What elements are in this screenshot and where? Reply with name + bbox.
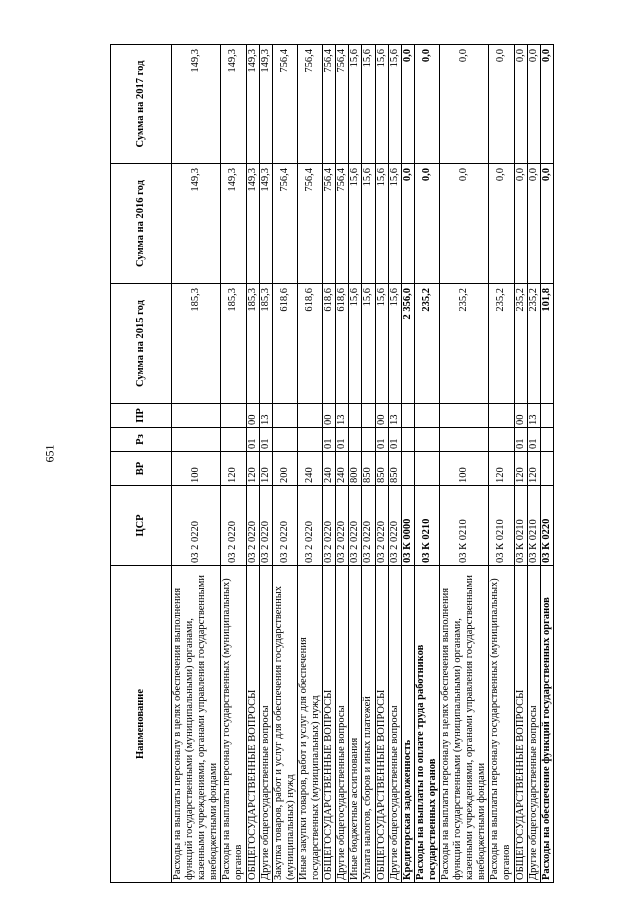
rz-cell — [489, 428, 514, 452]
sum-2015-cell: 235,2 — [489, 284, 514, 404]
sum-2016-cell: 756,4 — [272, 164, 297, 284]
header-sum-2016: Сумма на 2016 год — [111, 164, 172, 284]
pr-cell: 00 — [375, 404, 388, 428]
header-row — [111, 45, 172, 883]
table-row — [388, 45, 401, 883]
sum-2016-cell: 0,0 — [527, 164, 540, 284]
pr-cell: 00 — [323, 404, 336, 428]
header-name: Наименование — [111, 566, 172, 883]
sum-2016-cell: 0,0 — [439, 164, 488, 284]
sum-2017-cell: 15,6 — [388, 45, 401, 164]
vr-cell: 100 — [172, 452, 221, 486]
header-csr: ЦСР — [111, 486, 172, 566]
vr-cell: 800 — [349, 452, 362, 486]
sum-2017-cell: 15,6 — [362, 45, 375, 164]
name-cell: Расходы на выплаты персоналу государственных (муниципальных) органов — [489, 566, 514, 883]
pr-cell: 00 — [246, 404, 259, 428]
csr-cell: 03 2 0220 — [259, 486, 272, 566]
sum-2017-cell: 149,3 — [259, 45, 272, 164]
rz-cell — [172, 428, 221, 452]
sum-2016-cell: 149,3 — [172, 164, 221, 284]
name-cell: Закупка товаров, работ и услуг для обеспечения государственных (муниципальных) нужд — [272, 566, 297, 883]
csr-cell: 03 2 0220 — [375, 486, 388, 566]
pr-cell — [221, 404, 246, 428]
sum-2017-cell: 756,4 — [336, 45, 349, 164]
vr-cell: 100 — [439, 452, 488, 486]
pr-cell — [540, 404, 553, 428]
rz-cell — [221, 428, 246, 452]
table-row — [297, 45, 322, 883]
sum-2017-cell: 149,3 — [246, 45, 259, 164]
sum-2017-cell: 149,3 — [221, 45, 246, 164]
table-body — [172, 45, 554, 883]
vr-cell: 120 — [246, 452, 259, 486]
sum-2017-cell: 756,4 — [297, 45, 322, 164]
name-cell: ОБЩЕГОСУДАРСТВЕННЫЕ ВОПРОСЫ — [514, 566, 527, 883]
table-row — [489, 45, 514, 883]
sum-2017-cell: 0,0 — [540, 45, 553, 164]
rz-cell — [401, 428, 414, 452]
table-row — [349, 45, 362, 883]
rz-cell — [272, 428, 297, 452]
table-row — [362, 45, 375, 883]
sum-2016-cell: 15,6 — [349, 164, 362, 284]
name-cell: Другие общегосударственные вопросы — [336, 566, 349, 883]
sum-2015-cell: 235,2 — [439, 284, 488, 404]
sum-2017-cell: 756,4 — [272, 45, 297, 164]
sum-2017-cell: 756,4 — [323, 45, 336, 164]
sum-2017-cell: 0,0 — [489, 45, 514, 164]
csr-cell: 03 К 0210 — [414, 486, 439, 566]
pr-cell — [362, 404, 375, 428]
header-pr: ПР — [111, 404, 172, 428]
sum-2016-cell: 149,3 — [246, 164, 259, 284]
rz-cell: 01 — [336, 428, 349, 452]
sum-2015-cell: 15,6 — [388, 284, 401, 404]
sum-2016-cell: 0,0 — [489, 164, 514, 284]
sum-2017-cell: 15,6 — [349, 45, 362, 164]
rz-cell — [362, 428, 375, 452]
sum-2015-cell: 235,2 — [527, 284, 540, 404]
table-row — [401, 45, 414, 883]
rz-cell — [439, 428, 488, 452]
vr-cell — [401, 452, 414, 486]
table-row — [540, 45, 553, 883]
table-row — [439, 45, 488, 883]
vr-cell: 120 — [527, 452, 540, 486]
pr-cell — [172, 404, 221, 428]
table-row — [221, 45, 246, 883]
sum-2016-cell: 756,4 — [336, 164, 349, 284]
vr-cell: 120 — [221, 452, 246, 486]
csr-cell: 03 2 0220 — [323, 486, 336, 566]
sum-2016-cell: 0,0 — [401, 164, 414, 284]
rz-cell — [297, 428, 322, 452]
vr-cell: 240 — [297, 452, 322, 486]
name-cell: Иные закупки товаров, работ и услуг для обеспечения государственных (муниципальных) нужд — [297, 566, 322, 883]
table-row — [414, 45, 439, 883]
csr-cell: 03 2 0220 — [349, 486, 362, 566]
sum-2016-cell: 756,4 — [323, 164, 336, 284]
pr-cell — [401, 404, 414, 428]
sum-2017-cell: 0,0 — [439, 45, 488, 164]
name-cell: ОБЩЕГОСУДАРСТВЕННЫЕ ВОПРОСЫ — [323, 566, 336, 883]
table-row — [246, 45, 259, 883]
vr-cell — [414, 452, 439, 486]
sum-2015-cell: 15,6 — [349, 284, 362, 404]
rz-cell: 01 — [323, 428, 336, 452]
sum-2016-cell: 15,6 — [388, 164, 401, 284]
vr-cell: 240 — [323, 452, 336, 486]
csr-cell: 03 К 0210 — [439, 486, 488, 566]
pr-cell: 00 — [514, 404, 527, 428]
sum-2016-cell: 15,6 — [362, 164, 375, 284]
sum-2015-cell: 618,6 — [336, 284, 349, 404]
sum-2015-cell: 15,6 — [375, 284, 388, 404]
header-vr: ВР — [111, 452, 172, 486]
csr-cell: 03 2 0220 — [221, 486, 246, 566]
rz-cell — [414, 428, 439, 452]
sum-2015-cell: 101,8 — [540, 284, 553, 404]
name-cell: ОБЩЕГОСУДАРСТВЕННЫЕ ВОПРОСЫ — [246, 566, 259, 883]
sum-2017-cell: 0,0 — [514, 45, 527, 164]
sum-2015-cell: 15,6 — [362, 284, 375, 404]
sum-2015-cell: 618,6 — [272, 284, 297, 404]
table-row — [527, 45, 540, 883]
sum-2017-cell: 15,6 — [375, 45, 388, 164]
sum-2016-cell: 15,6 — [375, 164, 388, 284]
pr-cell — [297, 404, 322, 428]
csr-cell: 03 2 0220 — [297, 486, 322, 566]
rz-cell: 01 — [527, 428, 540, 452]
sum-2016-cell: 149,3 — [221, 164, 246, 284]
name-cell: Другие общегосударственные вопросы — [388, 566, 401, 883]
pr-cell: 13 — [259, 404, 272, 428]
table-row — [323, 45, 336, 883]
csr-cell: 03 2 0220 — [388, 486, 401, 566]
page-number: 651 — [42, 444, 57, 463]
sum-2017-cell: 149,3 — [172, 45, 221, 164]
pr-cell — [272, 404, 297, 428]
name-cell: Расходы на выплаты персоналу государственных (муниципальных) органов — [221, 566, 246, 883]
vr-cell: 120 — [489, 452, 514, 486]
name-cell: Кредиторская задолженность — [401, 566, 414, 883]
sum-2016-cell: 0,0 — [540, 164, 553, 284]
sum-2015-cell: 2 356,0 — [401, 284, 414, 404]
rz-cell — [540, 428, 553, 452]
sum-2015-cell: 618,6 — [323, 284, 336, 404]
rz-cell: 01 — [259, 428, 272, 452]
name-cell: Другие общегосударственные вопросы — [527, 566, 540, 883]
pr-cell: 13 — [388, 404, 401, 428]
rz-cell — [349, 428, 362, 452]
sum-2015-cell: 235,2 — [414, 284, 439, 404]
vr-cell: 200 — [272, 452, 297, 486]
pr-cell: 13 — [336, 404, 349, 428]
sum-2015-cell: 618,6 — [297, 284, 322, 404]
vr-cell: 850 — [375, 452, 388, 486]
sum-2017-cell: 0,0 — [401, 45, 414, 164]
rz-cell: 01 — [514, 428, 527, 452]
vr-cell: 240 — [336, 452, 349, 486]
vr-cell: 120 — [259, 452, 272, 486]
sum-2016-cell: 0,0 — [414, 164, 439, 284]
name-cell: Расходы на выплаты персоналу в целях обеспечения выполнения функций государственными (муниципальными) органами, казенными учреждениями, органами управления государственными внебюджетными фондами — [439, 566, 488, 883]
vr-cell — [540, 452, 553, 486]
sum-2016-cell: 149,3 — [259, 164, 272, 284]
rz-cell: 01 — [375, 428, 388, 452]
csr-cell: 03 2 0220 — [362, 486, 375, 566]
pr-cell: 13 — [527, 404, 540, 428]
csr-cell: 03 2 0220 — [272, 486, 297, 566]
name-cell: Расходы на выплаты персоналу в целях обеспечения выполнения функций государственными (муниципальными) органами, казенными учреждениями, органами управления государственными внебюджетными фондами — [172, 566, 221, 883]
name-cell: Расходы на обеспечение функций государственных органов — [540, 566, 553, 883]
sum-2016-cell: 0,0 — [514, 164, 527, 284]
table-row — [514, 45, 527, 883]
pr-cell — [489, 404, 514, 428]
csr-cell: 03 К 0220 — [540, 486, 553, 566]
vr-cell: 120 — [514, 452, 527, 486]
pr-cell — [439, 404, 488, 428]
sum-2017-cell: 0,0 — [414, 45, 439, 164]
name-cell: ОБЩЕГОСУДАРСТВЕННЫЕ ВОПРОСЫ — [375, 566, 388, 883]
csr-cell: 03 К 0210 — [527, 486, 540, 566]
table-row — [336, 45, 349, 883]
sum-2015-cell: 185,3 — [246, 284, 259, 404]
csr-cell: 03 2 0220 — [336, 486, 349, 566]
sum-2015-cell: 235,2 — [514, 284, 527, 404]
rotated-table-wrapper — [110, 45, 554, 883]
sum-2015-cell: 185,3 — [259, 284, 272, 404]
csr-cell: 03 К 0210 — [514, 486, 527, 566]
name-cell: Уплата налогов, сборов и иных платежей — [362, 566, 375, 883]
csr-cell: 03 К 0210 — [489, 486, 514, 566]
table-row — [259, 45, 272, 883]
table-row — [272, 45, 297, 883]
pr-cell — [349, 404, 362, 428]
budget-table — [110, 44, 554, 883]
header-sum-2015: Сумма на 2015 год — [111, 284, 172, 404]
vr-cell: 850 — [388, 452, 401, 486]
sum-2017-cell: 0,0 — [527, 45, 540, 164]
name-cell: Другие общегосударственные вопросы — [259, 566, 272, 883]
header-rz: Рз — [111, 428, 172, 452]
sum-2016-cell: 756,4 — [297, 164, 322, 284]
table-row — [172, 45, 221, 883]
table-row — [375, 45, 388, 883]
name-cell: Расходы на выплаты по оплате труда работников государственных органов — [414, 566, 439, 883]
rz-cell: 01 — [388, 428, 401, 452]
pr-cell — [414, 404, 439, 428]
csr-cell: 03 2 0220 — [172, 486, 221, 566]
name-cell: Иные бюджетные ассигнования — [349, 566, 362, 883]
csr-cell: 03 2 0220 — [246, 486, 259, 566]
sum-2015-cell: 185,3 — [221, 284, 246, 404]
header-sum-2017: Сумма на 2017 год — [111, 45, 172, 164]
sum-2015-cell: 185,3 — [172, 284, 221, 404]
rz-cell: 01 — [246, 428, 259, 452]
csr-cell: 03 К 0000 — [401, 486, 414, 566]
vr-cell: 850 — [362, 452, 375, 486]
